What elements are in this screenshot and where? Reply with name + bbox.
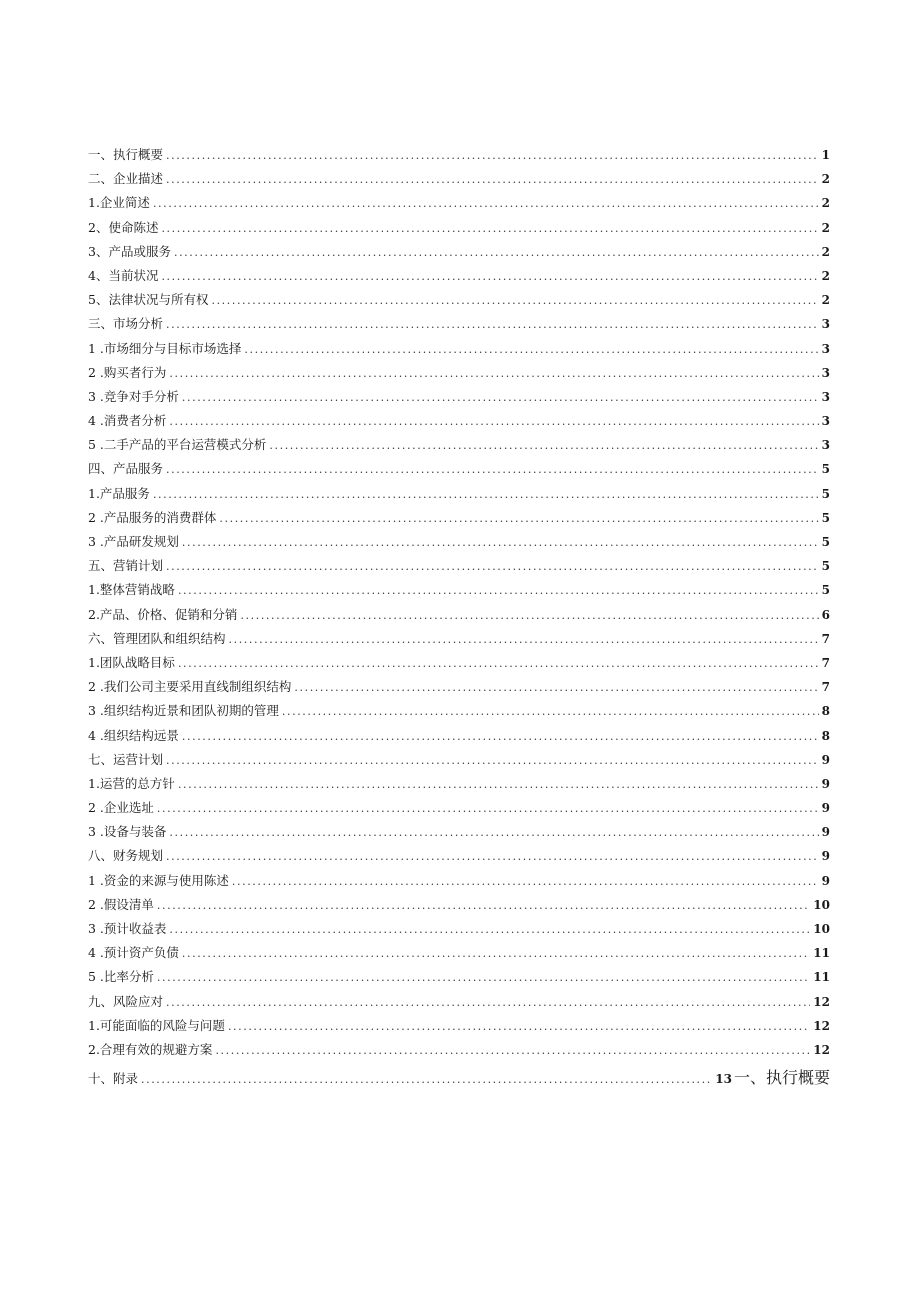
toc-leader-dots <box>182 942 810 966</box>
toc-page-number: 6 <box>821 607 830 622</box>
toc-leader-dots <box>182 531 819 555</box>
toc-page-number: 5 <box>821 535 830 549</box>
toc-leader-dots <box>269 434 818 458</box>
toc-page-number: 3 <box>821 438 830 453</box>
toc-page-number: 11 <box>813 970 830 985</box>
toc-leader-dots <box>166 313 819 337</box>
toc-leader-dots <box>153 483 819 507</box>
toc-row[interactable] <box>88 796 830 820</box>
toc-label: 八、财务规划 <box>88 848 164 864</box>
toc-leader-dots <box>228 1015 810 1039</box>
toc-label: 五、营销计划 <box>88 558 164 574</box>
toc-page-number: 3 <box>821 389 830 404</box>
toc-label: 九、风险应对 <box>88 993 164 1009</box>
toc-leader-dots <box>153 192 819 216</box>
toc-label: 六、管理团队和组织结构 <box>88 630 226 646</box>
toc-row[interactable] <box>88 917 830 941</box>
toc-row[interactable] <box>88 965 830 989</box>
toc-page-number: 3 <box>821 414 830 429</box>
toc-row[interactable] <box>88 651 830 675</box>
toc-label: 1.企业简述 <box>88 195 150 211</box>
toc-row[interactable] <box>88 820 830 844</box>
toc-row[interactable] <box>88 699 830 723</box>
toc-page-number: 9 <box>821 801 830 816</box>
toc-leader-dots <box>169 410 818 434</box>
toc-label: 3 .竞争对手分析 <box>88 388 179 404</box>
toc-row[interactable] <box>88 530 830 554</box>
toc-leader-dots <box>141 1068 712 1092</box>
toc-leader-dots <box>178 652 819 676</box>
toc-leader-dots <box>166 144 819 168</box>
toc-leader-dots <box>244 338 818 362</box>
toc-leader-dots <box>178 579 819 603</box>
toc-page-number: 1 <box>821 148 830 162</box>
toc-leader-dots <box>157 894 810 918</box>
toc-label: 3、产品或服务 <box>88 243 171 259</box>
toc-row[interactable] <box>88 724 830 748</box>
toc-leader-dots <box>169 362 818 386</box>
toc-page-number: 9 <box>821 849 830 864</box>
toc-label: 1.可能面临的风险与问题 <box>88 1017 225 1033</box>
toc-label: 2 .企业选址 <box>88 800 154 816</box>
toc-label: 3 .设备与装备 <box>88 824 167 840</box>
toc-leader-dots <box>161 265 818 289</box>
toc-row[interactable] <box>88 482 830 506</box>
toc-label: 七、运营计划 <box>88 751 164 767</box>
toc-row[interactable] <box>88 167 830 191</box>
toc-row[interactable] <box>88 457 830 481</box>
toc-label: 4 .组织结构远景 <box>88 727 179 743</box>
toc-row[interactable] <box>88 748 830 772</box>
toc-page-number: 9 <box>821 776 830 791</box>
toc-page-number: 10 <box>813 897 830 912</box>
toc-row[interactable] <box>88 990 830 1014</box>
toc-page-number: 11 <box>813 946 830 961</box>
toc-row[interactable] <box>88 627 830 651</box>
toc-leader-dots <box>166 555 819 579</box>
toc-label: 5、法律状况与所有权 <box>88 292 209 308</box>
toc-row[interactable] <box>88 240 830 264</box>
toc-row[interactable] <box>88 844 830 868</box>
toc-leader-dots <box>219 507 818 531</box>
toc-page-number: 2 <box>821 244 830 259</box>
toc-row[interactable] <box>88 288 830 312</box>
toc-label: 4 .预计资产负债 <box>88 945 179 961</box>
toc-row[interactable] <box>88 337 830 361</box>
toc-leader-dots <box>240 604 818 628</box>
toc-leader-dots <box>166 749 819 773</box>
toc-label: 2.产品、价格、促销和分销 <box>88 606 238 622</box>
toc-label: 三、市场分析 <box>88 316 164 332</box>
toc-page-number: 10 <box>813 922 830 936</box>
toc-leader-dots <box>282 700 819 724</box>
toc-leader-dots <box>161 217 818 241</box>
toc-label: 5 .二手产品的平台运营模式分析 <box>88 437 267 453</box>
toc-label: 2 .我们公司主要采用直线制组织结构 <box>88 679 292 695</box>
table-of-contents <box>88 143 830 1090</box>
toc-row[interactable] <box>88 941 830 965</box>
toc-leader-dots <box>169 821 818 845</box>
toc-page-number: 12 <box>813 994 830 1009</box>
toc-row[interactable] <box>88 772 830 796</box>
toc-page-number: 5 <box>821 462 830 477</box>
toc-leader-dots <box>169 918 810 942</box>
toc-label: 1.运营的总方针 <box>88 775 175 791</box>
toc-page-number: 3 <box>821 365 830 380</box>
toc-label: 二、企业描述 <box>88 171 164 187</box>
toc-row-appendix[interactable] <box>88 1066 830 1090</box>
toc-page-number: 7 <box>821 655 830 670</box>
toc-label: 1 .市场细分与目标市场选择 <box>88 340 242 356</box>
toc-row[interactable] <box>88 578 830 602</box>
toc-page-number: 7 <box>821 631 830 646</box>
toc-leader-dots <box>166 168 819 192</box>
toc-label: 2 .假设清单 <box>88 896 154 912</box>
toc-leader-dots <box>166 458 819 482</box>
toc-row[interactable] <box>88 191 830 215</box>
toc-leader-dots <box>178 773 819 797</box>
toc-row[interactable] <box>88 506 830 530</box>
toc-page-number: 9 <box>821 752 830 767</box>
toc-row[interactable] <box>88 893 830 917</box>
toc-page-number: 13 <box>715 1072 732 1087</box>
toc-leader-dots <box>229 628 819 652</box>
toc-label: 2 .购买者行为 <box>88 364 167 380</box>
toc-leader-dots <box>294 676 818 700</box>
toc-label: 3 .预计收益表 <box>88 921 167 936</box>
toc-row[interactable] <box>88 554 830 578</box>
toc-label: 4、当前状况 <box>88 267 159 283</box>
toc-leader-dots <box>215 1039 810 1063</box>
toc-row[interactable] <box>88 1014 830 1038</box>
section-heading: 一、执行概要 <box>733 1068 830 1088</box>
toc-leader-dots <box>157 797 819 821</box>
toc-page-number: 9 <box>821 873 830 888</box>
toc-page-number: 12 <box>813 1018 830 1033</box>
toc-page-number: 2 <box>821 172 830 187</box>
toc-leader-dots <box>182 725 819 749</box>
toc-page-number: 7 <box>821 680 830 695</box>
toc-row[interactable] <box>88 869 830 893</box>
toc-page-number: 8 <box>821 728 830 743</box>
toc-label: 2 .产品服务的消费群体 <box>88 509 217 525</box>
toc-leader-dots <box>211 289 818 313</box>
toc-page-number: 3 <box>821 341 830 356</box>
toc-leader-dots <box>166 991 810 1015</box>
toc-label: 2.合理有效的规避方案 <box>88 1041 213 1057</box>
toc-label: 1.产品服务 <box>88 485 150 501</box>
toc-page-number: 8 <box>821 704 830 719</box>
toc-leader-dots <box>166 845 819 869</box>
toc-row[interactable] <box>88 361 830 385</box>
toc-row[interactable] <box>88 409 830 433</box>
toc-page-number: 3 <box>821 317 830 332</box>
toc-label: 4 .消费者分析 <box>88 413 167 429</box>
toc-page-number: 2 <box>821 293 830 308</box>
toc-label: 1 .资金的来源与使用陈述 <box>88 872 229 888</box>
toc-page-number: 9 <box>821 825 830 840</box>
toc-page-number: 2 <box>821 268 830 283</box>
toc-row[interactable] <box>88 216 830 240</box>
toc-label: 1.整体营销战略 <box>88 582 175 598</box>
toc-label: 一、执行概要 <box>88 147 164 162</box>
toc-label: 5 .比率分析 <box>88 969 154 985</box>
toc-label: 1.团队战略目标 <box>88 654 175 670</box>
toc-label: 3 .组织结构近景和团队初期的管理 <box>88 703 279 719</box>
toc-page-number: 5 <box>821 583 830 598</box>
toc-page-number: 2 <box>821 220 830 235</box>
toc-label: 四、产品服务 <box>88 461 164 477</box>
toc-row[interactable] <box>88 603 830 627</box>
toc-label: 十、附录 <box>88 1071 139 1087</box>
toc-row[interactable] <box>88 1038 830 1062</box>
toc-label: 2、使命陈述 <box>88 219 159 235</box>
toc-row[interactable] <box>88 433 830 457</box>
toc-row[interactable] <box>88 264 830 288</box>
toc-row[interactable] <box>88 312 830 336</box>
toc-page-number: 5 <box>821 486 830 501</box>
toc-row[interactable] <box>88 385 830 409</box>
toc-page-number: 5 <box>821 510 830 525</box>
toc-leader-dots <box>182 386 819 410</box>
toc-page-number: 5 <box>821 559 830 574</box>
toc-leader-dots <box>232 870 819 894</box>
toc-page-number: 12 <box>813 1042 830 1057</box>
toc-row[interactable] <box>88 143 830 167</box>
toc-leader-dots <box>174 241 819 265</box>
toc-label: 3 .产品研发规划 <box>88 534 179 549</box>
toc-leader-dots <box>157 966 810 990</box>
toc-page-number: 2 <box>821 196 830 211</box>
toc-row[interactable] <box>88 675 830 699</box>
